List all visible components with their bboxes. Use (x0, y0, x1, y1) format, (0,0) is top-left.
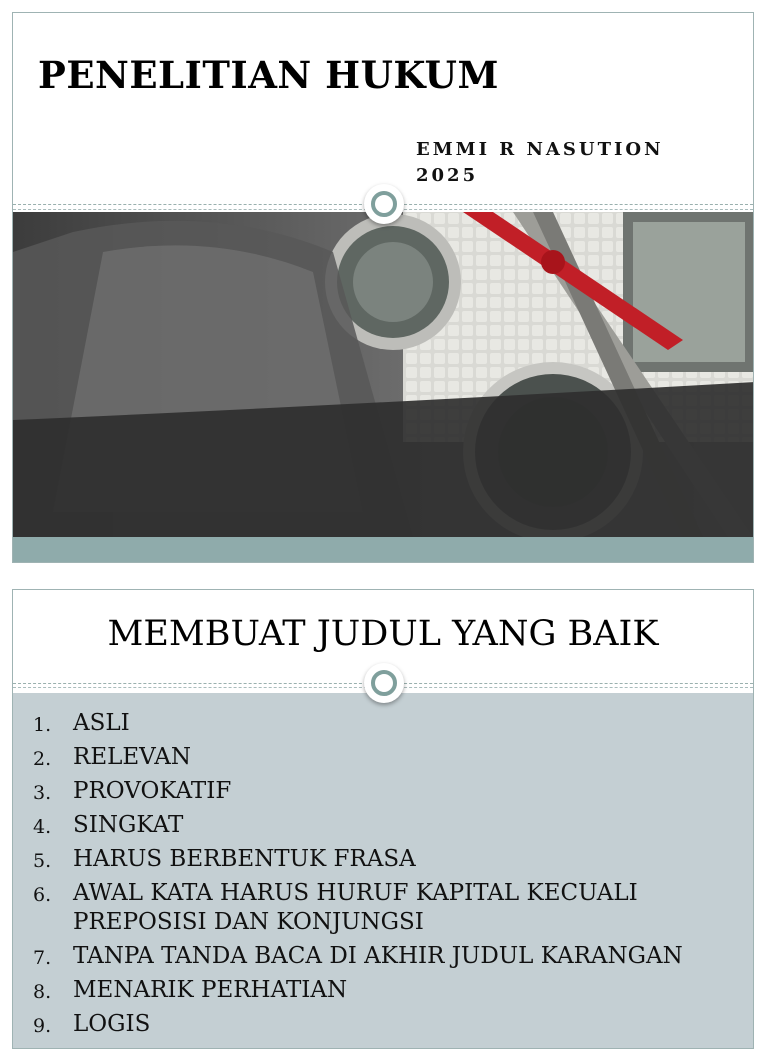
ring-ornament-2 (364, 663, 404, 703)
compass-calculator-photo-icon (13, 212, 754, 537)
slide-subtitle (416, 137, 664, 189)
criteria-list (13, 709, 753, 1044)
list-text: LOGIS (73, 1011, 151, 1037)
list-item (13, 976, 753, 1005)
list-number: 1. (33, 714, 52, 736)
list-item (13, 777, 753, 806)
list-item (13, 743, 753, 772)
year-label: 2025 (416, 165, 479, 186)
ring-ornament (364, 184, 404, 224)
list-item (13, 709, 753, 738)
list-text: HARUS BERBENTUK FRASA (73, 846, 416, 872)
slide-title-2: MEMBUAT JUDUL YANG BAIK (107, 614, 659, 654)
list-text: PROVOKATIF (73, 778, 232, 804)
list-text: RELEVAN (73, 744, 191, 770)
content-slide (12, 589, 754, 1049)
content-area (13, 693, 753, 1049)
list-number: 4. (33, 816, 52, 838)
list-text: MENARIK PERHATIAN (73, 977, 348, 1003)
list-item (13, 811, 753, 840)
list-number: 7. (33, 947, 52, 969)
list-number: 3. (33, 782, 52, 804)
accent-band (13, 537, 754, 563)
list-item (13, 1010, 753, 1039)
list-text: ASLI (73, 710, 130, 736)
list-number: 8. (33, 981, 52, 1003)
list-text: AWAL KATA HARUS HURUF KAPITAL KECUALI PREPOSISI DAN KONJUNGSI (73, 880, 638, 935)
list-number: 9. (33, 1015, 52, 1037)
author-name: EMMI R NASUTION (416, 139, 664, 160)
list-text: SINGKAT (73, 812, 184, 838)
list-number: 6. (33, 884, 52, 906)
list-item (13, 845, 753, 874)
title-slide (12, 12, 754, 563)
header-photo (13, 212, 754, 537)
list-item (13, 942, 753, 971)
list-text: TANPA TANDA BACA DI AKHIR JUDUL KARANGAN (73, 943, 683, 969)
slide-title: PENELITIAN HUKUM (38, 53, 499, 97)
list-number: 2. (33, 748, 52, 770)
list-item (13, 879, 753, 937)
list-number: 5. (33, 850, 52, 872)
